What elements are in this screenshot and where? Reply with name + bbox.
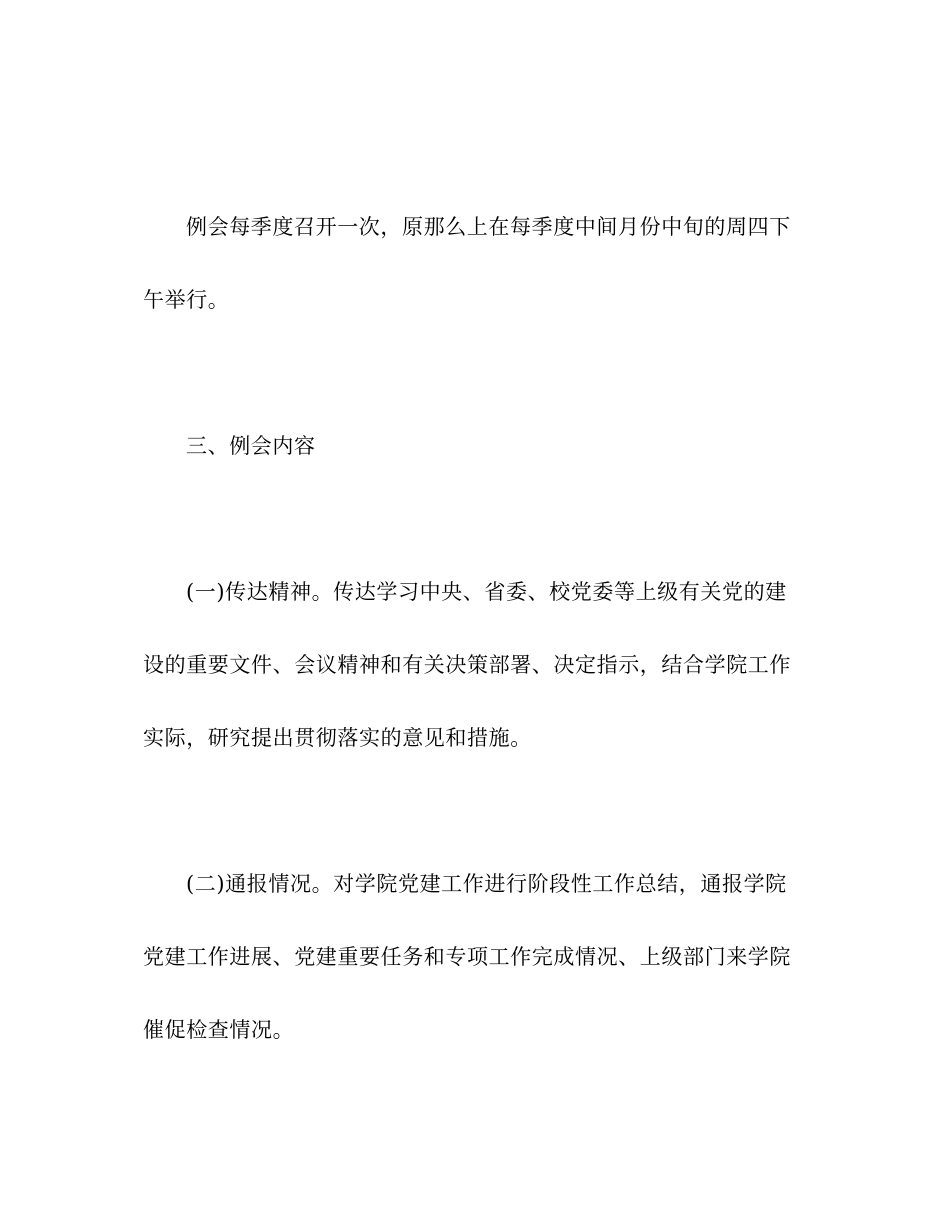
item-2-line-1: (二)通报情况。对学院党建工作进行阶段性工作总结，通报学院 bbox=[186, 872, 787, 896]
section-heading: 三、例会内容 bbox=[186, 434, 316, 458]
item-1-line-1: (一)传达精神。传达学习中央、省委、校党委等上级有关党的建 bbox=[186, 580, 787, 604]
item-1-line-3: 实际，研究提出贯彻落实的意见和措施。 bbox=[143, 726, 532, 750]
paragraph-schedule-line-1: 例会每季度召开一次，原那么上在每季度中间月份中旬的周四下 bbox=[186, 215, 791, 239]
item-1-line-2: 设的重要文件、会议精神和有关决策部署、决定指示，结合学院工作 bbox=[143, 653, 791, 677]
item-2-line-2: 党建工作进展、党建重要任务和专项工作完成情况、上级部门来学院 bbox=[143, 945, 791, 969]
item-2-line-3: 催促检查情况。 bbox=[143, 1018, 295, 1042]
paragraph-schedule-line-2: 午举行。 bbox=[143, 288, 230, 312]
